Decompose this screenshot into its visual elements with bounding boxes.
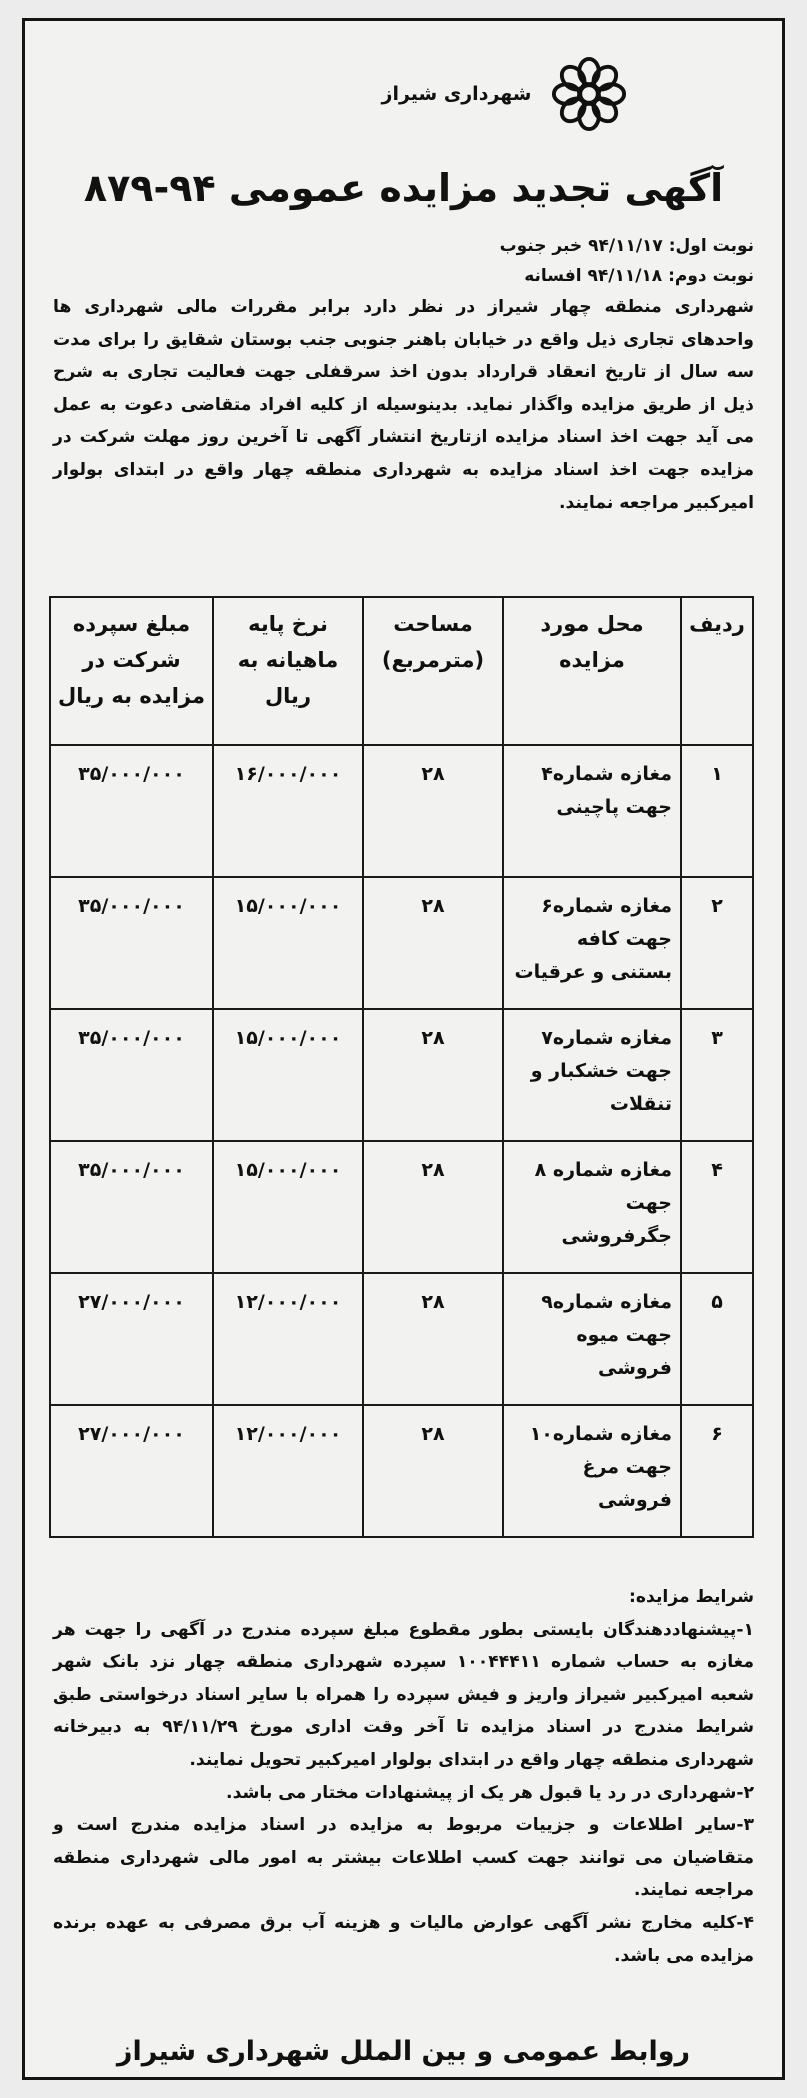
row-rate: ۱۵/۰۰۰/۰۰۰ [213, 877, 363, 1009]
row-location: مغازه شماره۹ جهت میوه فروشی [503, 1273, 681, 1405]
row-deposit: ۳۵/۰۰۰/۰۰۰ [50, 877, 213, 1009]
condition-item: ۴-کلیه مخارج نشر آگهی عوارض مالیات و هزینه آب برق مصرفی به عهده برنده مزایده می باشد. [53, 1912, 754, 1966]
header-area: مساحت (مترمربع) [363, 597, 503, 745]
row-area: ۲۸ [363, 1141, 503, 1273]
flower-logo-icon [550, 55, 628, 133]
conditions-heading: شرایط مزایده: [629, 1587, 754, 1607]
row-location: مغازه شماره۶ جهت کافه بستنی و عرقیات [503, 877, 681, 1009]
row-location: مغازه شماره۷ جهت خشکبار و تنقلات [503, 1009, 681, 1141]
row-area: ۲۸ [363, 877, 503, 1009]
row-location: مغازه شماره۱۰ جهت مرغ فروشی [503, 1405, 681, 1537]
row-number: ۳ [681, 1009, 753, 1141]
publication-notices [53, 231, 754, 291]
table-row [50, 1141, 753, 1273]
row-deposit: ۳۵/۰۰۰/۰۰۰ [50, 1009, 213, 1141]
row-deposit: ۲۷/۰۰۰/۰۰۰ [50, 1405, 213, 1537]
row-number: ۶ [681, 1405, 753, 1537]
condition-item: ۳-سایر اطلاعات و جزییات مربوط به مزایده در اسناد مزایده مندرج است و متقاضیان می توانند جهت کسب اطلاعات بیشتر به امور مالی شهرداری منطقه مراجعه نمایند. [53, 1815, 754, 1901]
row-rate: ۱۲/۰۰۰/۰۰۰ [213, 1273, 363, 1405]
row-rate: ۱۶/۰۰۰/۰۰۰ [213, 745, 363, 877]
header [53, 55, 754, 175]
first-notice: نوبت اول: ۹۴/۱۱/۱۷ خبر جنوب [499, 236, 754, 256]
header-row-number: ردیف [681, 597, 753, 745]
row-area: ۲۸ [363, 1405, 503, 1537]
header-rate: نرخ پایه ماهیانه به ریال [213, 597, 363, 745]
footer-signature: روابط عمومی و بین الملل شهرداری شیراز [116, 2036, 691, 2067]
auction-items-table [49, 596, 754, 1538]
row-number: ۴ [681, 1141, 753, 1273]
row-area: ۲۸ [363, 1273, 503, 1405]
header-deposit: مبلغ سپرده شرکت در مزایده به ریال [50, 597, 213, 745]
row-deposit: ۳۵/۰۰۰/۰۰۰ [50, 1141, 213, 1273]
row-number: ۱ [681, 745, 753, 877]
row-rate: ۱۵/۰۰۰/۰۰۰ [213, 1141, 363, 1273]
table-row [50, 1405, 753, 1537]
row-rate: ۱۵/۰۰۰/۰۰۰ [213, 1009, 363, 1141]
condition-item: ۲-شهرداری در رد یا قبول هر یک از پیشنهادات مختار می باشد. [226, 1782, 754, 1803]
row-area: ۲۸ [363, 1009, 503, 1141]
row-rate: ۱۲/۰۰۰/۰۰۰ [213, 1405, 363, 1537]
header-location: محل مورد مزایده [503, 597, 681, 745]
table-row [50, 877, 753, 1009]
row-location: مغازه شماره ۸ جهت جگرفروشی [503, 1141, 681, 1273]
table-row [50, 1009, 753, 1141]
notice-page [22, 18, 785, 2080]
table-row [50, 1273, 753, 1405]
second-notice: نوبت دوم: ۹۴/۱۱/۱۸ افسانه [524, 266, 754, 286]
row-number: ۵ [681, 1273, 753, 1405]
row-deposit: ۳۵/۰۰۰/۰۰۰ [50, 745, 213, 877]
auction-conditions [53, 1581, 754, 1972]
row-location: مغازه شماره۴ جهت پاچینی [503, 745, 681, 877]
org-name: شهرداری شیراز [381, 83, 532, 105]
table-header-row [50, 597, 753, 745]
page-title: آگهی تجدید مزایده عمومی ۹۴-۸۷۹ [83, 166, 724, 210]
row-deposit: ۲۷/۰۰۰/۰۰۰ [50, 1273, 213, 1405]
intro-paragraph: شهرداری منطقه چهار شیراز در نظر دارد برابر مقررات مالی شهرداری ها واحدهای تجاری ذیل واقع در خیابان باهنر جنوبی جنب بوستان شقایق را برای مدت سه سال از تاریخ انعقاد قرارداد بدون اخذ سرقفلی جهت فعالیت تجاری به شرح ذیل از طریق مزایده واگذار نماید. بدینوسیله از کلیه افراد متقاضی دعوت به عمل می آید جهت اخذ اسناد مزایده ازتاریخ انتشار آگهی تا آخرین روز مهلت شرکت در مزایده جهت اخذ اسناد مزایده به شهرداری منطقه چهار واقع در ابتدای بولوار امیرکبیر مراجعه نمایند. [53, 297, 754, 513]
condition-item: ۱-پیشنهاددهندگان بایستی بطور مقطوع مبلغ سپرده مندرج در آگهی را جهت هر مغازه به حساب شماره ۱۰۰۴۴۴۱۱ سپرده شهرداری منطقه چهار نزد بانک شهر شعبه امیرکبیر شیراز واریز و فیش سپرده را همراه با سایر اسناد درخواستی طبق شرایط مندرج در اسناد مزایده تا آخر وقت اداری مورخ ۹۴/۱۱/۲۹ به دبیرخانه شهرداری منطقه چهار واقع در ابتدای بولوار امیرکبیر تحویل نمایند. [53, 1619, 755, 1770]
row-number: ۲ [681, 877, 753, 1009]
logo-block [382, 55, 628, 133]
table-row [50, 745, 753, 877]
row-area: ۲۸ [363, 745, 503, 877]
